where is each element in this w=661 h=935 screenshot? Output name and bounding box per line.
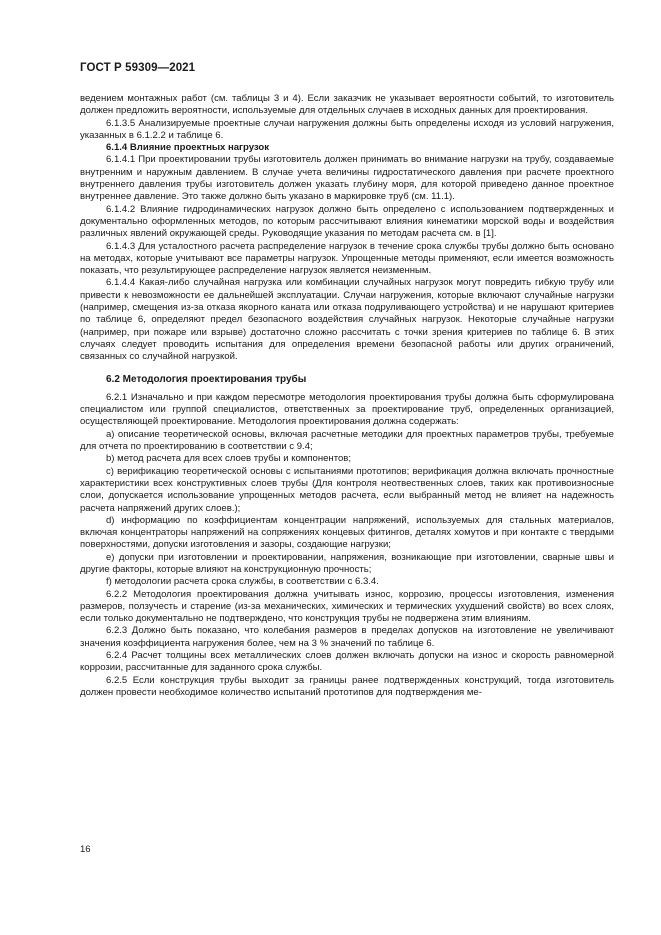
- document-header: ГОСТ Р 59309—2021: [80, 62, 196, 74]
- list-item-a: a) описание теоретической основы, включая расчетные методики для проектных параметров трубы, требуемые для отчета по проектированию в соответствии с 9.4;: [80, 428, 614, 453]
- paragraph-6-1-4-3: 6.1.4.3 Для усталостного расчета распределение нагрузок в течение срока службы трубы должно быть основано на методах, которые учитывают все параметры нагрузок. Упрощенные методы применяют, если имеется возможность показать, что результирующее распределение нагрузок является неизменным.: [80, 240, 614, 277]
- list-item-c: c) верификацию теоретической основы с испытаниями прототипов; верификация должна включать прочностные характеристики всех конструктивных слоев трубы (Для контроля неотвественных слоев, таких как противоизносные слои, допускается использование упрощенных методов расчета, если выбранный метод не влияет на надежность расчета напряжений других слоев.);: [80, 465, 614, 514]
- section-heading-6-1-4: 6.1.4 Влияние проектных нагрузок: [106, 142, 270, 154]
- paragraph-6-1-4-4: 6.1.4.4 Какая-либо случайная нагрузка или комбинации случайных нагрузок могут повредить гибкую трубу или привести к невозможности ее дальнейшей эксплуатации. Случаи нагружения, которые включают случайные нагрузки (например, смещения из-за отказа якорного каната или отказа подруливающего устройства) и не нарушают критериев по таблице 6, определяют предел безопасного воздействия случайных нагрузок. Некоторые случайные нагрузки (например, при пожаре или взрыве) достаточно сложно рассчитать с точки зрения критериев по таблице 6. В этих случаях следует проводить испытания для определения времени безопасной работы или других ограничений, связанных со случайной нагрузкой.: [80, 277, 614, 363]
- paragraph-6-2-3: 6.2.3 Должно быть показано, что колебания размеров в пределах допусков на изготовление не увеличивают значения коэффициента нагружения более, чем на 3 % значений по таблице 6.: [80, 625, 614, 649]
- list-item-b: b) метод расчета для всех слоев трубы и компонентов;: [106, 453, 351, 465]
- page-number: 16: [80, 844, 91, 855]
- list-item-d: d) информацию по коэффициентам концентрации напряжений, используемых для стальных материалов, включая концентраторы напряжений на сопряжениях концевых фитингов, деталях хомутов и при контакте с твердыми поверхностями, допуски изготовления и зазоры, создающие нагрузки;: [80, 514, 614, 551]
- paragraph-6-2-1: 6.2.1 Изначально и при каждом пересмотре методология проектирования трубы должна быть сформулирована специалистом или группой специалистов, ответственных за проектирование труб, определенных организацией, осуществляющей проектирование. Методология проектирования должна содержать:: [80, 391, 614, 428]
- document-body: [80, 93, 614, 699]
- paragraph-6-2-2: 6.2.2 Методология проектирования должна учитывать износ, коррозию, процессы изготовления, изменения размеров, ползучесть и старение (из-за механических, химических и термических ухудшений свойств) во всех слоях, если только документально не подтверждено, что конструкция трубы не подвержена этим влияниям.: [80, 588, 614, 625]
- paragraph-6-1-3-5: 6.1.3.5 Анализируемые проектные случаи нагружения должны быть определены исходя из условий нагружения, указанных в 6.1.2.2 и таблице 6.: [80, 117, 614, 141]
- paragraph-continuation: ведением монтажных работ (см. таблицы 3 и 4). Если заказчик не указывает вероятности событий, то изготовитель должен предложить вероятности, используемые для отдельных случаев в исходных данных для проектирования.: [80, 93, 614, 117]
- paragraph-6-1-4-1: 6.1.4.1 При проектировании трубы изготовитель должен принимать во внимание нагрузки на трубу, создаваемые внутренним и наружным давлением. В случае учета величины гидростатического давления при расчете проектного внутреннего давления трубы изготовитель должен указать глубину моря, для которой приведено данное проектное внутреннее давление. Это также должно быть указано в маркировке труб (см. 11.1).: [80, 154, 614, 203]
- paragraph-6-2-5: 6.2.5 Если конструкция трубы выходит за границы ранее подтвержденных конструкций, тогда изготовитель должен провести необходимое количество испытаний прототипов для подтверждения ме-: [80, 674, 614, 698]
- list-item-f: f) методологии расчета срока службы, в соответствии с 6.3.4.: [106, 576, 379, 588]
- list-item-e: e) допуски при изготовлении и проектировании, напряжения, возникающие при изготовлении, сварные швы и другие факторы, которые влияют на конструкционную прочность;: [80, 551, 614, 575]
- section-heading-6-2: 6.2 Методология проектирования трубы: [106, 373, 307, 385]
- paragraph-6-1-4-2: 6.1.4.2 Влияние гидродинамических нагрузок должно быть определено с использованием подтвержденных и документально оформленных методов, по которым рассчитывают влияния кинематики морской воды и воздействия различных явлений окружающей среды. Руководящие указания по методам расчета см. в [1].: [80, 203, 614, 240]
- paragraph-6-2-4: 6.2.4 Расчет толщины всех металлических слоев должен включать допуски на износ и скорость равномерной коррозии, рассчитанные для заданного срока службы.: [80, 650, 614, 674]
